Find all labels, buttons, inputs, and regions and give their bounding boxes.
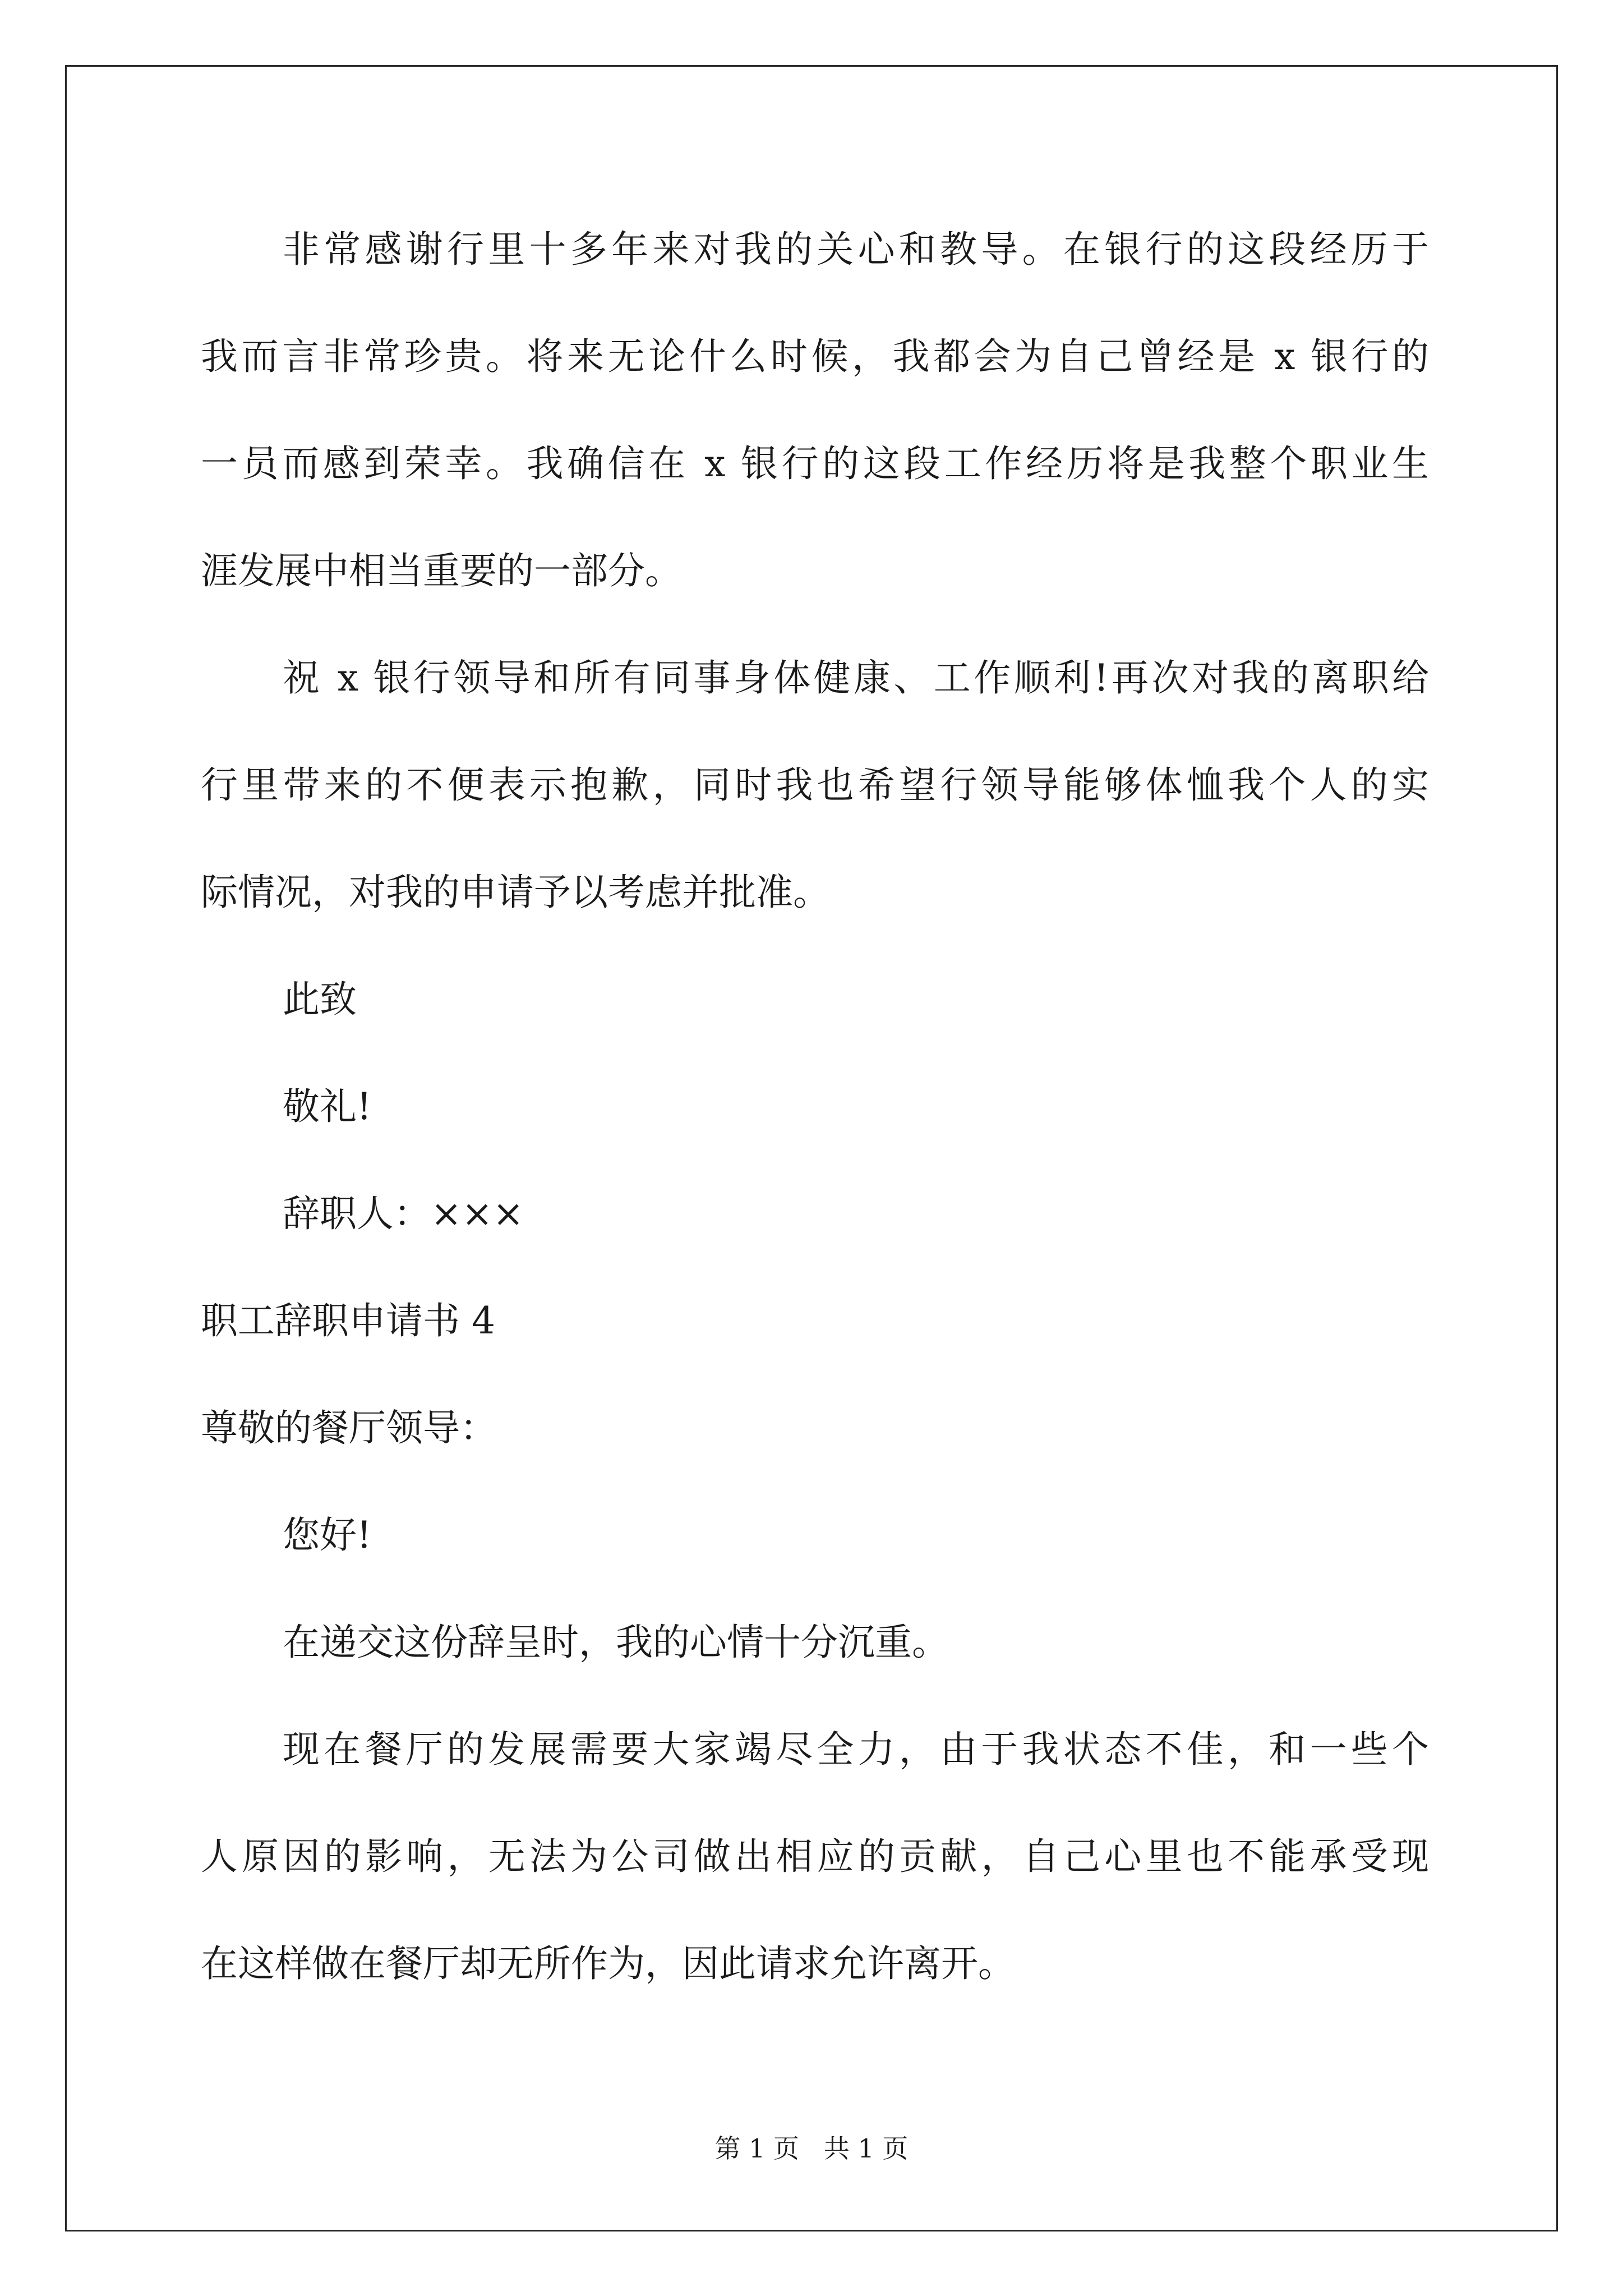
greeting-line: 您好! — [283, 1513, 372, 1557]
salutation-line: 敬礼! — [283, 1085, 372, 1128]
paragraph-line: 行里带来的不便表示抱歉，同时我也希望行领导能够体恤我个人的实 — [201, 763, 1429, 807]
section-heading: 职工辞职申请书 4 — [201, 1299, 495, 1342]
closing-line: 此致 — [283, 978, 357, 1021]
paragraph-line: 在这样做在餐厅却无所作为，因此请求允许离开。 — [201, 1942, 1015, 1985]
greeting-line: 尊敬的餐厅领导： — [201, 1406, 497, 1450]
paragraph-line: 涯发展中相当重要的一部分。 — [201, 549, 682, 592]
signature-line: 辞职人：××× — [283, 1192, 524, 1235]
paragraph-line: 在递交这份辞呈时，我的心情十分沉重。 — [283, 1621, 949, 1664]
paragraph-line: 非常感谢行里十多年来对我的关心和教导。在银行的这段经历于 — [283, 228, 1429, 271]
paragraph-line: 人原因的影响，无法为公司做出相应的贡献，自己心里也不能承受现 — [201, 1835, 1429, 1878]
paragraph-line: 一员而感到荣幸。我确信在 x 银行的这段工作经历将是我整个职业生 — [201, 442, 1429, 485]
paragraph-line: 现在餐厅的发展需要大家竭尽全力，由于我状态不佳，和一些个 — [283, 1728, 1429, 1771]
paragraph-line: 祝 x 银行领导和所有同事身体健康、工作顺利!再次对我的离职给 — [283, 656, 1429, 700]
paragraph-line: 际情况，对我的申请予以考虑并批准。 — [201, 871, 830, 914]
paragraph-line: 我而言非常珍贵。将来无论什么时候，我都会为自己曾经是 x 银行的 — [201, 335, 1429, 378]
document-body — [201, 216, 1429, 2037]
page-footer: 第 1 页 共 1 页 — [714, 2133, 909, 2164]
